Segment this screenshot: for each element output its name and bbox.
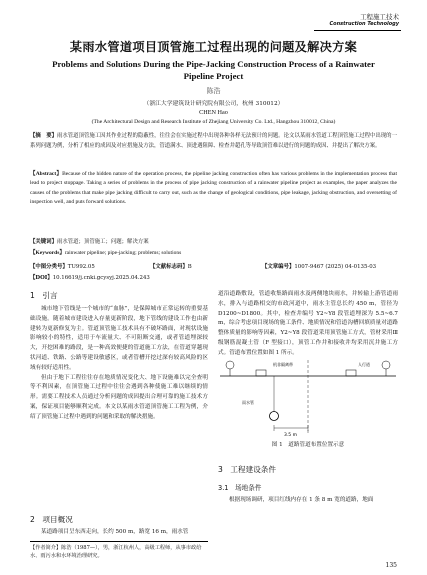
section-3-heading: 3 工程建设条件	[218, 465, 276, 474]
section-1-heading: 1 引言	[30, 291, 58, 300]
journal-name-cn: 工程施工技术	[360, 13, 399, 21]
affiliation-en: (The Architectural Design and Research Institute of Zhejiang University Co. Ltd., Hangzhou 310012, China)	[91, 119, 336, 125]
header-rule	[314, 30, 401, 31]
section-2-heading: 2 项目概况	[30, 515, 73, 524]
title-cn: 某雨水管道项目顶管施工过程出现的问题及解决方案	[69, 40, 358, 54]
page-number: 135	[385, 562, 397, 569]
abstract-cn-text: 雨水管道顶管施工因其作业过程的隐蔽性，往往会在实施过程中出现各种各样无法预计的问题。论文以某雨水管道工程顶管施工过程中出现的一系列问题为例，分析了相应的成因及对应措施及方法，管道满水、顶进遇阻障、检查井超孔等导致顶管难以进行的问题的成因、并提出了解决方案。	[30, 133, 397, 149]
figure-label-right: 人行道	[358, 362, 370, 367]
section-3-1-body	[218, 496, 398, 506]
document-code	[150, 262, 192, 270]
keywords-cn-text: 雨水管道；顶管施工；问题；解决方案	[56, 239, 149, 245]
doi-label: 【DOI】	[30, 275, 53, 281]
tree-right-icon	[382, 361, 390, 369]
abstract-en-label: 【Abstract】	[30, 171, 63, 177]
median-right	[346, 370, 356, 376]
keywords-en-label: 【Keywords】	[30, 250, 65, 256]
section-1-paragraph-1: 城市地下管线是一个城市的“血脉”，是保障城市正常运转的重要基础设施。随着城市建设进入存量更新阶段，地下管线的建设工作也由新建转为更新修复为主。管道顶管施工技术具有不破坏路面，对现状设施影响较小的特性，适用于车流量大、不可阻断交通，或者管道埋深较大，开挖困难的路段，是一种高效便捷的管道施工方法，在管道穿越现状河道、铁路、公路等建设敏感区，或者管槽开挖过深有较高风险的区域有较好适用性。	[30, 306, 208, 371]
section-2-continued	[218, 290, 398, 359]
clc-value: TU992.05	[67, 264, 95, 270]
clc-label: 【中图分类号】	[30, 264, 68, 270]
rain-pipe-icon	[270, 412, 279, 421]
figure-1-caption: 图 1 道路管道布置位置示意	[271, 442, 345, 448]
article-number-label: 【文章编号】	[262, 264, 295, 270]
clc-number	[30, 262, 95, 270]
article-number	[262, 262, 376, 270]
abstract-cn	[30, 132, 397, 151]
section-1-paragraph-2: 但由于地下工程往往存在地质情况变化大、地下设施难以完全查明等不利因素，在顶管施工过程中往往会遇到各种使施工难以继续的情形。需要工程技术人员通过分析问题的成因提出合理可靠的施工技术方案，保证项目能够顺利完成。本文以某雨水管道顶管施工工程为例，介绍了顶管施工过程中遇到的问题和采取的解决措施。	[30, 374, 208, 420]
author-en: CHEN Hao	[199, 109, 228, 116]
doi-value: 10.16619/j.cnki.gcysyj.2025.04.243	[52, 275, 150, 281]
abstract-en-text: Because of the hidden nature of the operation process, the pipeline jacking construction often has various problems in the implementation process that lead to project stoppage. Taking a series of problems in the process of pipe jacking construction of a rainwater pipeline project as examples, the paper analyzes the causes of the problems that make pipe jacking difficult to carry out, such as the change of geological conditions, pipe leakage, jacking obstruction, and oversetting of inspection well, and puts forward solutions.	[30, 171, 397, 206]
section-2-body	[30, 528, 208, 538]
article-number-value: 1007-9467 (2025) 04-0135-03	[294, 264, 377, 270]
journal-name-en: Construction Technology	[329, 21, 399, 27]
doc-code-value: B	[187, 264, 192, 270]
section-3-1-paragraph: 根据现场调研，项目红线内存在 1 条 8 m 宽的道路，地面	[229, 497, 374, 503]
doi	[30, 273, 150, 281]
abstract-cn-label: 【摘 要】	[30, 133, 57, 139]
median-left	[256, 370, 266, 376]
author-cn: 陈浩	[206, 87, 221, 95]
section-2-paragraph: 某道路项目呈东西走向，长约 500 m，路宽 16 m，雨水管	[41, 529, 189, 535]
keywords-cn	[30, 237, 397, 245]
figure-label-left: 雨水管	[242, 400, 254, 405]
keywords-en	[30, 248, 397, 256]
keywords-en-text: rainwater pipeline; pipe-jacking; problems; solutions	[64, 250, 182, 256]
keywords-cn-label: 【关键词】	[30, 239, 57, 245]
footnote-rule	[30, 541, 208, 542]
dimension-label: 3.5 m	[284, 433, 297, 438]
running-header	[329, 12, 399, 27]
doc-code-label: 【文献标志码】	[150, 264, 188, 270]
figure-label-mid: 机非隔离带	[273, 362, 293, 367]
section-1-body	[30, 305, 208, 423]
figure-1-road-section	[218, 356, 398, 438]
section-3-1-heading: 3.1 场地条件	[218, 484, 262, 492]
affiliation-cn: （浙江大学建筑设计研究院有限公司，杭州 310012）	[143, 101, 284, 107]
abstract-en	[30, 170, 397, 208]
tree-left-icon	[226, 361, 234, 369]
title-en: Problems and Solutions During the Pipe-Jacking Construction Process of a Rainwater Pipeline Project	[52, 59, 375, 81]
section-2-continued-text: 道沿道路敷设，管道收集路面雨水及两侧地块雨水，并转输上游管道雨水，排入与道路相交的市政河道中，雨水主管总长约 450 m，管径为 D1200~D1800。其中，检查井编号 Y2~Y8 段管道埋深为 5.5~6.7 m，综合考虑项目现场的施工条件、地质情况和管道沟槽回填质量对道路整体质量的影响等因素，Y2~Y8 段管道采用顶管施工方式，管材采用Ⅲ级钢筋混凝土管（F 型接口），顶管工作井和接收井均采用沉井施工方式。管道布置位置如图 1 所示。	[218, 291, 398, 356]
author-footnote: 【作者简介】陈浩（1987—），男，浙江杭州人，高级工程师，从事市政给水、雨污水和水环境治理研究。	[30, 545, 202, 560]
